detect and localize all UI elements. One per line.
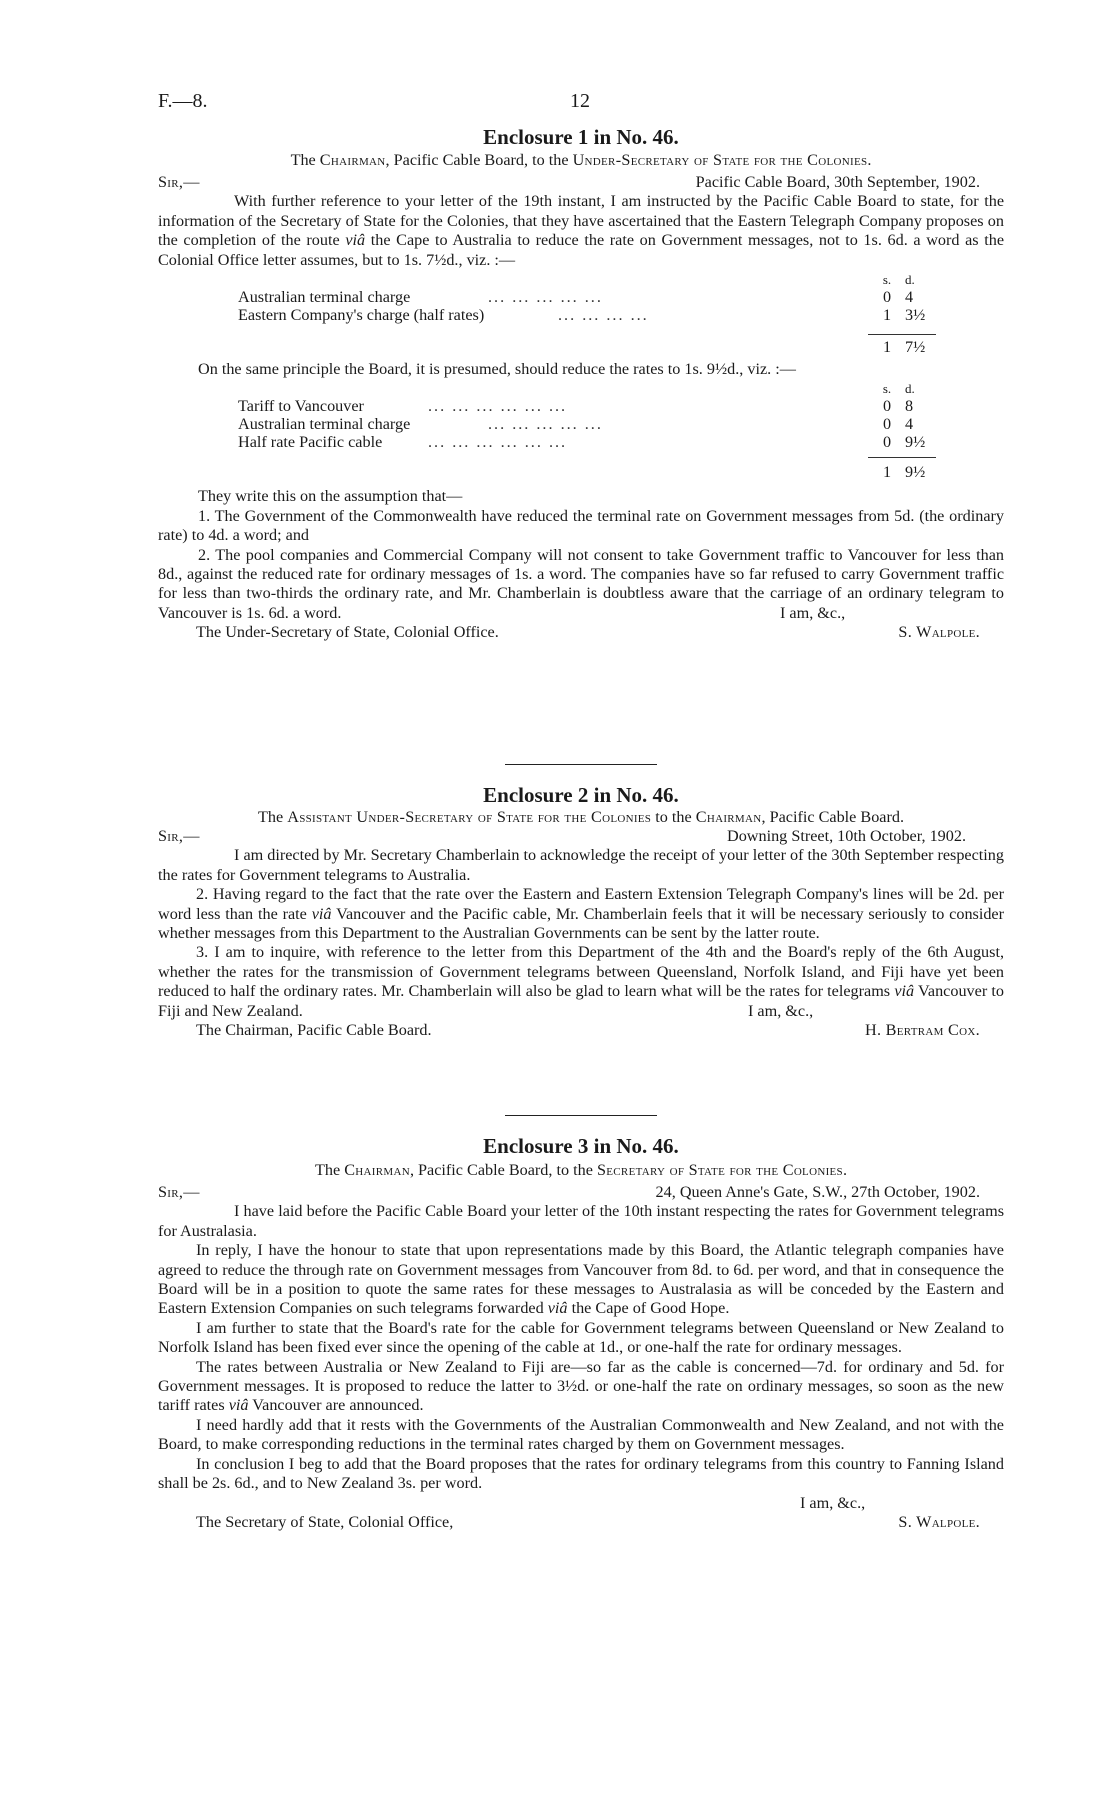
salutation-line (158, 1183, 1004, 1202)
salutation: Sir,— (158, 827, 200, 846)
enclosure-1-address: The Chairman, Pacific Cable Board, to the Under-Secretary of State for the Colonies. (290, 151, 872, 169)
salutation: Sir,— (158, 1183, 200, 1202)
paragraph: On the same principle the Board, it is presumed, should reduce the rates to 1s. 9½d., viz. :— (198, 360, 796, 379)
recipient: The Under-Secretary of State, Colonial Office. (196, 623, 499, 642)
signature-line (158, 1021, 1004, 1040)
place-date: Pacific Cable Board, 30th September, 1902. (695, 173, 980, 192)
enclosure-1 (158, 124, 1004, 642)
enclosure-2 (158, 782, 1004, 1040)
closing: I am, &c., (748, 1002, 814, 1021)
paragraph: I need hardly add that it rests with the Governments of the Australian Commonwealth and New Zealand, and not with the Board, to make corresponding reductions in the terminal rates charged by them on Government messages. (158, 1415, 1004, 1454)
closing: I am, &c., (780, 604, 846, 623)
paragraph: I am further to state that the Board's rate for the cable for Government telegrams between Queensland or New Zealand to Norfolk Island has been fixed ever since the opening of the cable at 1d., or one-half the rate for ordinary messages. (158, 1318, 1004, 1357)
paragraph: I have laid before the Pacific Cable Board your letter of the 10th instant respecting the rates for Government telegrams for Australasia. (158, 1202, 1004, 1240)
table-row: Tariff to Vancouver ... ... ... ... ... ... 0 8 (238, 397, 914, 416)
divider (505, 1115, 657, 1116)
page-number: 12 (570, 90, 590, 112)
paragraph: 3. I am to inquire, with reference to the letter from this Department of the 4th and the Board's reply of the 6th August, whether the rates for the transmission of Government telegrams between Queensland, Norfolk Island, and Fiji have yet been reduced to half the ordinary rates. Mr. Chamberlain will also be glad to learn what will be the rates for telegrams viâ Vancouver to Fiji and New Zealand. (158, 943, 1005, 1020)
salutation-line (158, 173, 1004, 192)
table-row: Eastern Company's charge (half rates) ... ... ... ... 1 3½ (238, 306, 926, 325)
col-pence: d. (905, 272, 915, 288)
table-total: 1 9½ (882, 463, 926, 482)
paragraph: The rates between Australia or New Zealand to Fiji are—so far as the cable is concerned—7d. for ordinary and 5d. for Government messages. It is proposed to reduce the latter to 3½d. or one-half the rate on ordinary messages, so soon as the new tariff rates viâ Vancouver are announced. (158, 1357, 1004, 1415)
place-date: 24, Queen Anne's Gate, S.W., 27th October, 1902. (655, 1183, 980, 1202)
total-rule (868, 334, 936, 335)
enclosure-3-address: The Chairman, Pacific Cable Board, to the Secretary of State for the Colonies. (314, 1161, 848, 1179)
salutation: Sir,— (158, 173, 200, 192)
divider (505, 764, 657, 765)
signature-line (158, 623, 1004, 642)
charges-table-1 (238, 270, 958, 360)
recipient: The Chairman, Pacific Cable Board. (196, 1021, 432, 1040)
recipient: The Secretary of State, Colonial Office, (196, 1512, 454, 1531)
page-reference: F.—8. (158, 90, 208, 112)
signature: H. Bertram Cox. (864, 1021, 980, 1040)
charges-table-2: s. d. Tariff to Vancouver ... ... ... ... ... ... 0 8 Australian terminal charge ... ... ... ... ... 0 4 Half rate Pacific cable ... ... ... ... ... ... 0 9½ 1 9½ (238, 379, 958, 487)
enclosure-2-title: Enclosure 2 in No. 46. (483, 783, 679, 807)
signature: S. Walpole. (898, 623, 980, 642)
table-row: Australian terminal charge ... ... ... ... ... 0 4 (238, 415, 914, 434)
total-rule (868, 457, 936, 458)
closing: I am, &c., (800, 1493, 866, 1512)
closing-line (158, 1002, 1004, 1021)
col-shillings: s. (882, 272, 892, 288)
paragraph: In conclusion I beg to add that the Board proposes that the rates for ordinary telegrams from this country to Fanning Island shall be 2s. 6d., and to New Zealand 3s. per word. (158, 1454, 1004, 1493)
table-total: 1 7½ (882, 338, 926, 357)
signature: S. Walpole. (898, 1512, 980, 1531)
paragraph: With further reference to your letter of the 19th instant, I am instructed by the Pacific Cable Board to state, for the information of the Secretary of State for the Colonies, that they have ascertained that the Eastern Telegraph Company proposes on the completion of the route viâ the Cape to Australia to reduce the rate on Government messages, not to 1s. 6d. a word as the Colonial Office letter assumes, but to 1s. 7½d., viz. :— (158, 192, 1005, 269)
table-row: Half rate Pacific cable ... ... ... ... ... ... 0 9½ (238, 433, 926, 452)
enclosure-3-title: Enclosure 3 in No. 46. (483, 1134, 679, 1158)
table-row: Australian terminal charge ... ... ... ... ... 0 4 (238, 288, 914, 307)
closing-line (158, 604, 1004, 623)
paragraph: 1. The Government of the Commonwealth have reduced the terminal rate on Government messages from 5d. (the ordinary rate) to 4d. a word; and (158, 506, 1004, 545)
paragraph: 2. Having regard to the fact that the rate over the Eastern and Eastern Extension Telegraph Company's lines will be 2d. per word less than the rate viâ Vancouver and the Pacific cable, Mr. Chamberlain feels that it will be necessary seriously to consider whether messages from this Department to the Australian Governments can be sent by the latter route. (158, 885, 1005, 943)
enclosure-2-address: The Assistant Under-Secretary of State for the Colonies to the Chairman, Pacific Cable Board. (257, 808, 905, 826)
paragraph: I am directed by Mr. Secretary Chamberlain to acknowledge the receipt of your letter of the 30th September respecting the rates for Government telegrams to Australia. (158, 846, 1004, 884)
salutation-line (158, 827, 1004, 846)
signature-line (158, 1513, 1004, 1532)
paragraph: They write this on the assumption that— (198, 487, 463, 506)
enclosure-1-title: Enclosure 1 in No. 46. (483, 125, 679, 149)
paragraph: 2. The pool companies and Commercial Company will not consent to take Government traffic to Vancouver for less than 8d., against the reduced rate for ordinary messages of 1s. a word. The companies have so far refused to carry Government traffic for less than two-thirds the ordinary rate, and Mr. Chamberlain is doubtless aware that the carriage of an ordinary telegram to Vancouver is 1s. 6d. a word. (158, 545, 1004, 622)
closing-line (158, 1494, 1004, 1513)
enclosure-3 (158, 1133, 1004, 1532)
place-date: Downing Street, 10th October, 1902. (727, 827, 966, 846)
paragraph: In reply, I have the honour to state that upon representations made by this Board, the Atlantic telegraph companies have agreed to reduce the through rate on Government messages from Vancouver from 8d. to 6d. per word, and that in consequence the Board will be in a position to quote the same rates for these messages to Australasia as will be conceded by the Eastern and Eastern Extension Companies on such telegrams forwarded viâ the Cape of Good Hope. (158, 1241, 1004, 1318)
